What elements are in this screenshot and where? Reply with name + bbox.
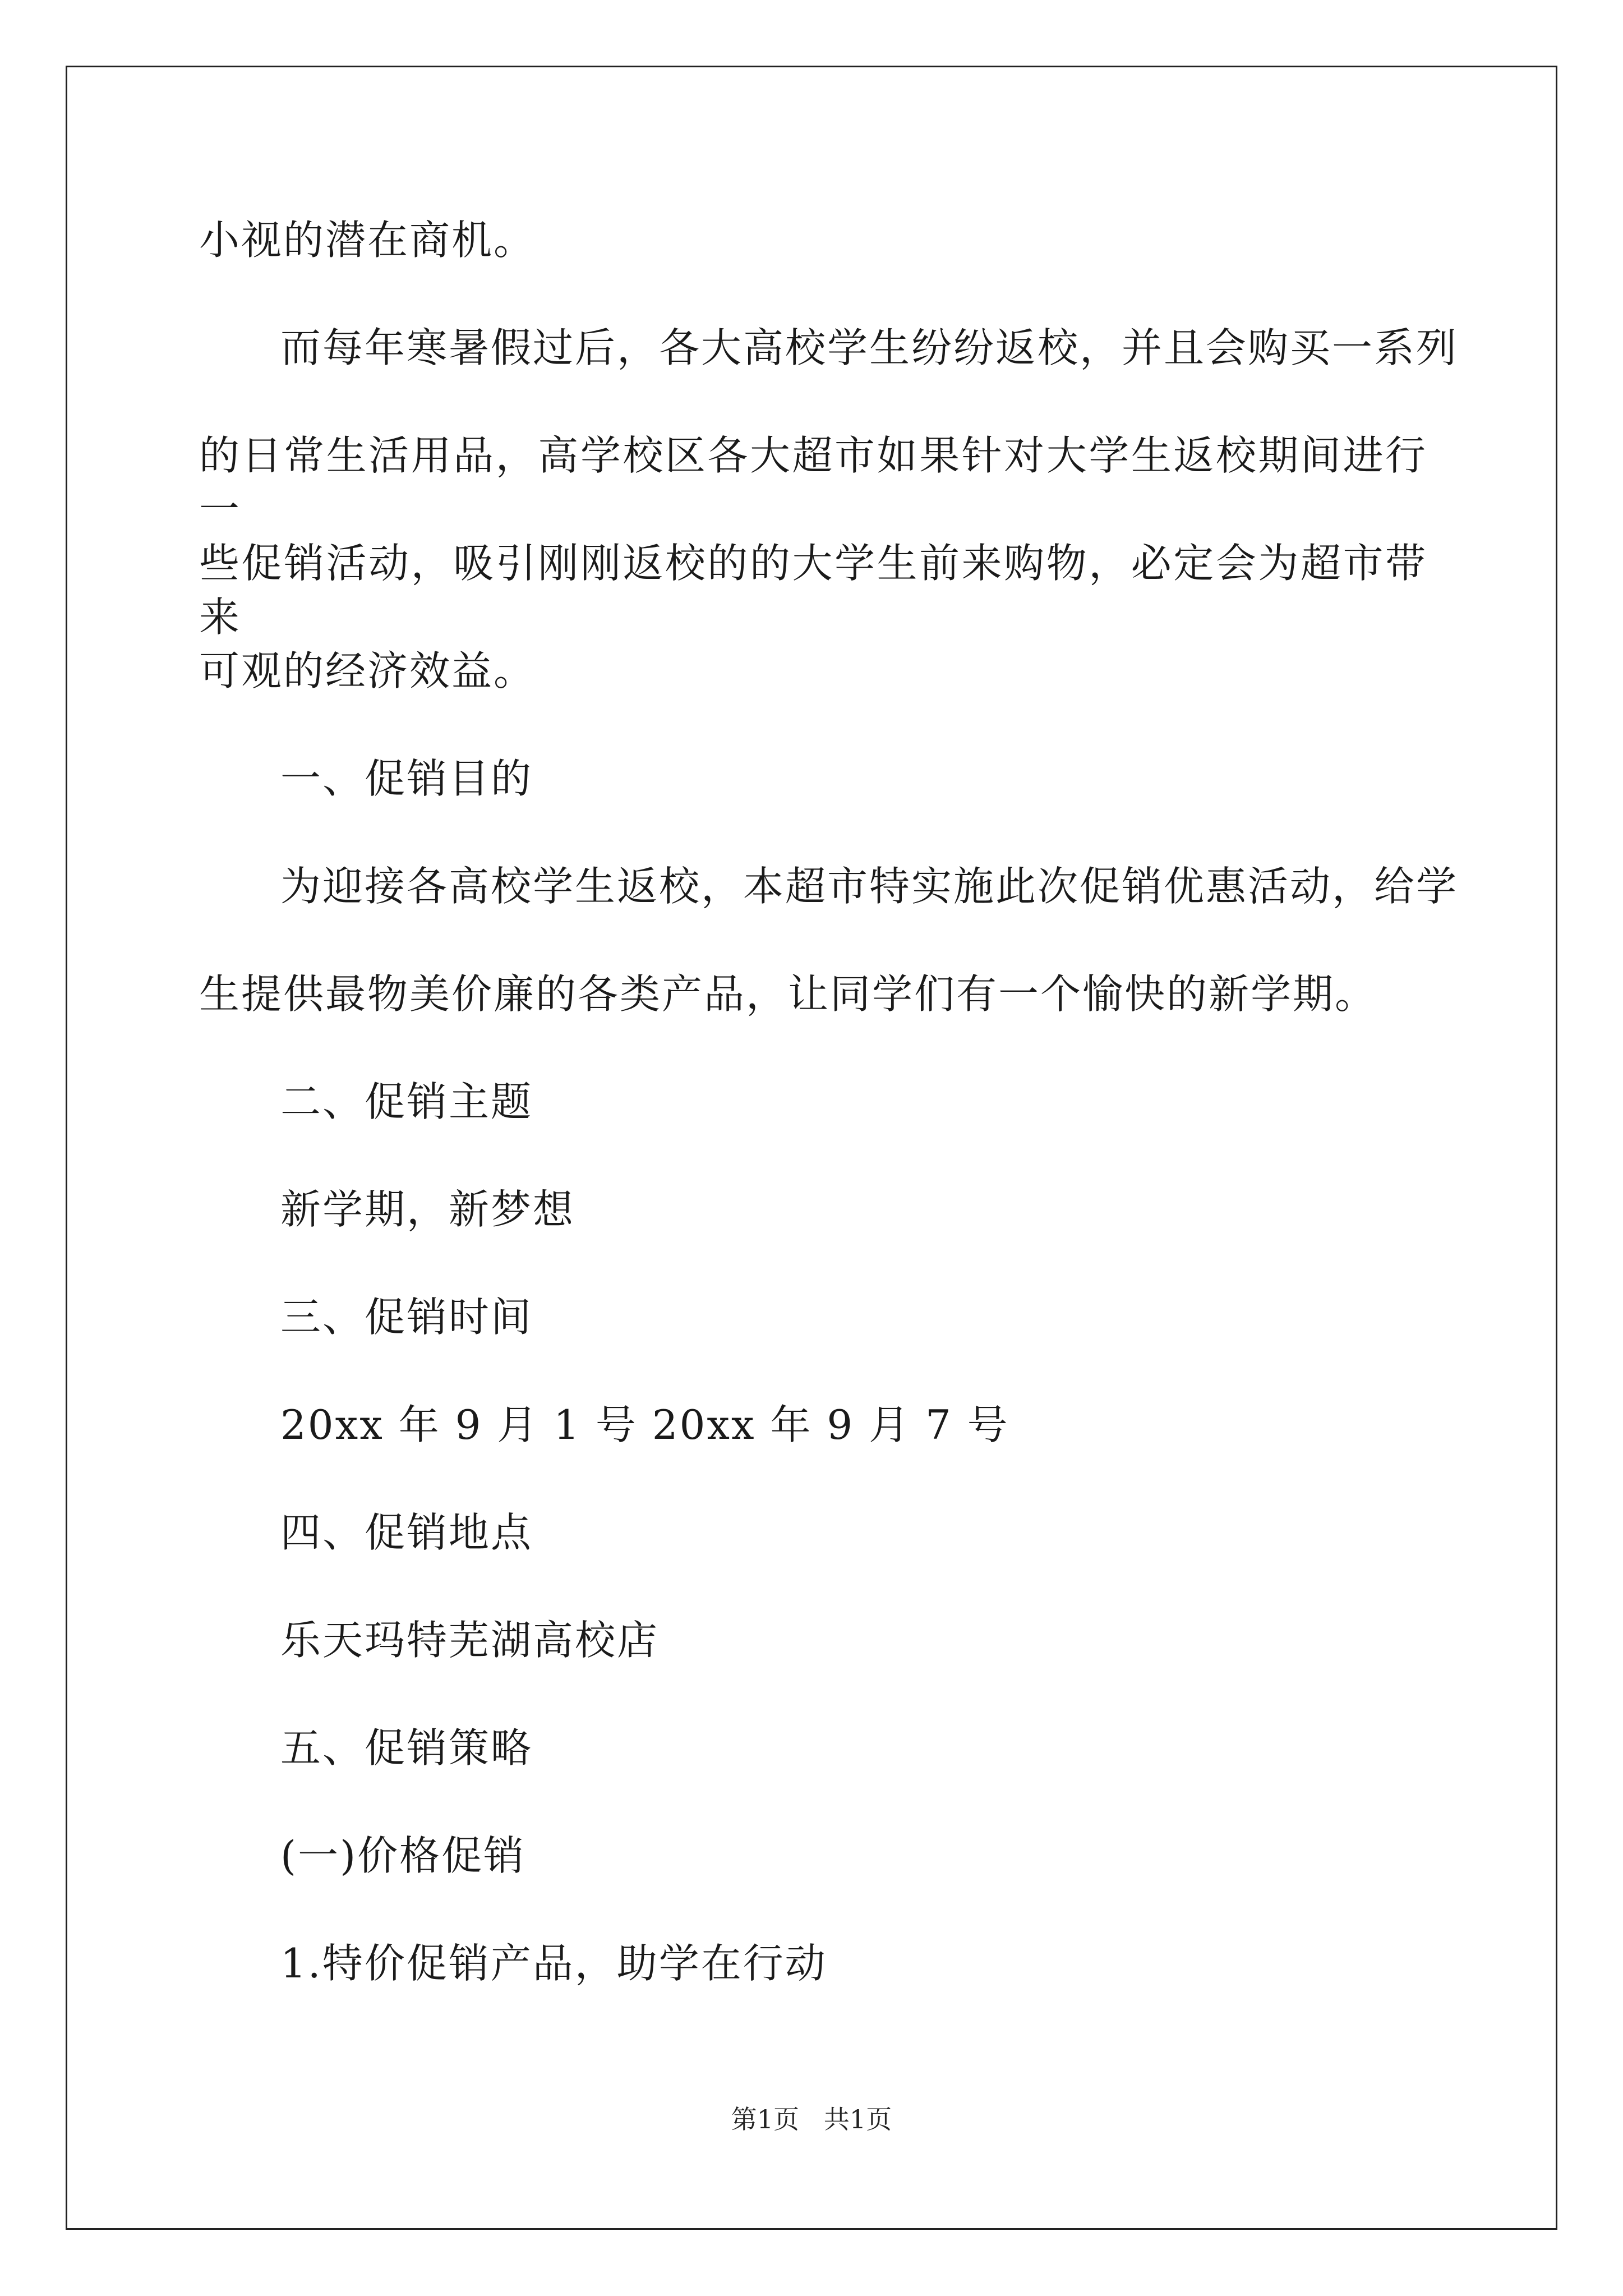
paragraph-line: 小视的潜在商机。 <box>199 217 536 264</box>
paragraph-line: 些促销活动，吸引刚刚返校的的大学生前来购物，必定会为超市带来 <box>199 540 1427 641</box>
subsection-heading: (一)价格促销 <box>280 1832 526 1879</box>
paragraph-line: 的日常生活用品，高学校区各大超市如果针对大学生返校期间进行一 <box>199 432 1427 533</box>
list-item: 1.特价促销产品，助学在行动 <box>280 1940 827 1987</box>
paragraph-line: 为迎接各高校学生返校，本超市特实施此次促销优惠活动，给学 <box>280 863 1459 910</box>
paragraph-line: 可观的经济效益。 <box>199 647 536 694</box>
section-heading: 四、促销地点 <box>280 1509 533 1556</box>
section-heading: 五、促销策略 <box>280 1724 533 1772</box>
paragraph-line: 20xx 年 9 月 1 号 20xx 年 9 月 7 号 <box>280 1401 1009 1448</box>
paragraph-line: 生提供最物美价廉的各类产品，让同学们有一个愉快的新学期。 <box>199 970 1377 1018</box>
paragraph-line: 乐天玛特芜湖高校店 <box>280 1617 660 1664</box>
section-heading: 三、促销时间 <box>280 1294 533 1341</box>
section-heading: 二、促销主题 <box>280 1078 533 1125</box>
paragraph-line: 新学期，新梦想 <box>280 1186 575 1233</box>
paragraph-line: 而每年寒暑假过后，各大高校学生纷纷返校，并且会购买一系列 <box>280 324 1459 371</box>
page-footer: 第1页 共1页 <box>731 2104 892 2134</box>
section-heading: 一、促销目的 <box>280 755 533 802</box>
page-border <box>66 66 1557 2230</box>
